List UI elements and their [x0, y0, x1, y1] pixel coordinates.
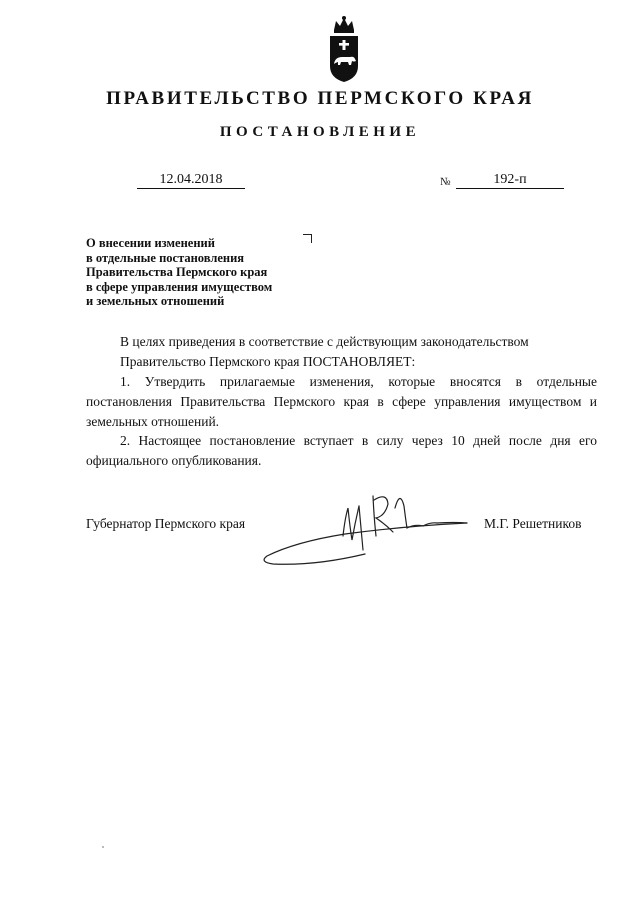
preamble-line-2: Правительство Пермского края ПОСТАНОВЛЯЕТ: — [120, 354, 416, 369]
subject-corner-mark-icon — [303, 234, 312, 243]
document-type-title: ПОСТАНОВЛЕНИЕ — [219, 124, 421, 140]
document-subject — [86, 236, 272, 309]
subject-line: Правительства Пермского края — [86, 265, 268, 280]
subject-line: О внесении изменений — [86, 236, 215, 250]
resolution-item-2: 2. Настоящее постановление вступает в силу через 10 дней после дня его официального опубликования. — [86, 433, 597, 468]
resolution-item-1: 1. Утвердить прилагаемые изменения, которые вносятся в отдельные постановления Правительства Пермского края в сфере управления имуществом и земельных отношений. — [86, 374, 597, 429]
preamble-line-1: В целях приведения в соответствие с действующим законодательством — [120, 334, 529, 349]
handwritten-signature — [255, 478, 480, 578]
preamble-paragraph — [86, 332, 597, 372]
document-number: 192-п — [456, 172, 564, 189]
subject-line: в сфере управления имуществом — [86, 279, 273, 294]
subject-line: в отдельные постановления — [86, 250, 245, 265]
signer-name: М.Г. Решетников — [484, 516, 582, 531]
number-label: № — [440, 176, 451, 188]
government-title: ПРАВИТЕЛЬСТВО ПЕРМСКОГО КРАЯ — [106, 88, 534, 109]
signer-title: Губернатор Пермского края — [86, 516, 246, 531]
coat-of-arms-emblem — [326, 14, 362, 84]
perm-krai-emblem-icon — [326, 14, 362, 84]
subject-line: и земельных отношений — [86, 294, 225, 309]
document-date: 12.04.2018 — [137, 172, 245, 189]
scan-dot — [102, 846, 104, 848]
